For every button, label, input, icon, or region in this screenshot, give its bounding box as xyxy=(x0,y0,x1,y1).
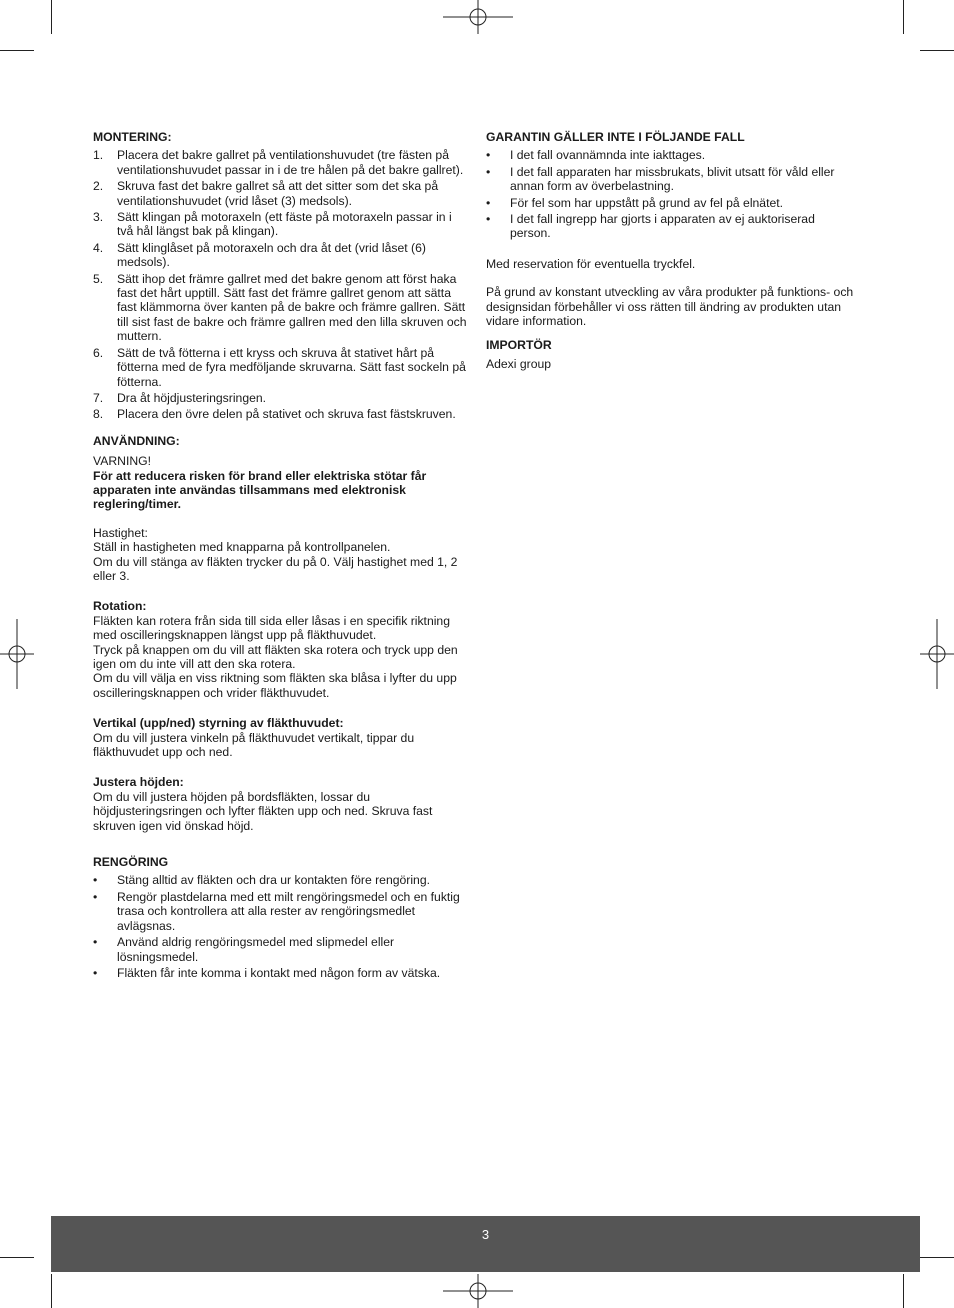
crop-mark xyxy=(903,1274,904,1308)
importor-name: Adexi group xyxy=(486,356,552,371)
rotation-title: Rotation: xyxy=(93,599,147,614)
crop-mark xyxy=(920,1257,954,1258)
vertikal-text: Om du vill justera vinkeln på fläkthuvudet vertikalt, tippar du fläkthuvudet upp och ned. xyxy=(93,730,415,760)
list-item: • Fläkten får inte komma i kontakt med någon form av vätska. xyxy=(93,965,441,980)
page-number: 3 xyxy=(481,1227,490,1242)
hojd-text: Om du vill justera höjden på bordsfläkten, lossar du höjdjusteringsringen och lyfter fläkten upp och ned. Skruva fast skruven igen vid önskad höjd. xyxy=(93,789,433,833)
registration-mark-icon xyxy=(920,619,954,689)
list-item: 7. Dra åt höjdjusteringsringen. xyxy=(93,390,267,405)
crop-mark xyxy=(920,50,954,51)
list-item: 3. Sätt klingan på motoraxeln (ett fäste på motoraxeln passar in i två hål längst bak på klingan). xyxy=(93,210,452,239)
crop-mark xyxy=(51,1274,52,1308)
varning-text: För att reducera risken för brand eller elektriska stötar får apparaten inte användas tillsammans med elektronisk reglering/timer. xyxy=(93,468,427,512)
montering-heading: MONTERING: xyxy=(93,130,172,144)
list-item: • Stäng alltid av fläkten och dra ur kontakten före rengöring. xyxy=(93,873,431,888)
list-item: • I det fall apparaten har missbrukats, blivit utsatt för våld eller annan form av överbelastning. xyxy=(486,164,835,194)
crop-mark xyxy=(0,1257,34,1258)
reservation-text: Med reservation för eventuella tryckfel. xyxy=(486,256,696,271)
list-item: 5. Sätt ihop det främre gallret med det bakre genom att först haka fast det hårt upptill. Sätt fast det främre gallret genom att sätta fast klämmorna över kanten på de bakre och främre gallren. Sätt till sist fast de bakre och främre gallren med den lilla skruven och muttern. xyxy=(93,271,467,344)
list-item: • För fel som har uppstått på grund av fel på elnätet. xyxy=(486,195,784,210)
registration-mark-icon xyxy=(0,619,34,689)
left-column xyxy=(93,130,469,982)
list-item: • I det fall ingrepp har gjorts i apparaten av ej auktoriserad person. xyxy=(486,212,815,241)
list-item: • I det fall ovannämnda inte iakttages. xyxy=(486,148,706,163)
footer-bar xyxy=(51,1216,920,1272)
list-item: • Rengör plastdelarna med ett milt rengöringsmedel och en fuktig trasa och kontrollera att alla rester av rengöringsmedlet avlägsnas. xyxy=(93,889,460,933)
garanti-heading: GARANTIN GÄLLER INTE I FÖLJANDE FALL xyxy=(486,130,745,144)
hastighet-line: Om du vill stänga av fläkten trycker du på 0. Välj hastighet med 1, 2 eller 3. xyxy=(93,554,458,583)
list-item: • Använd aldrig rengöringsmedel med slipmedel eller lösningsmedel. xyxy=(93,935,395,964)
list-item: 6. Sätt de två fötterna i ett kryss och skruva åt stativet hårt på fötterna med de fyra medföljande skruvarna. Sätt fast sockeln på fötterna. xyxy=(93,345,466,389)
rotation-line: Om du vill välja en viss riktning som fläkten ska blåsa i lyfter du upp oscilleringsknappen och vrider fläkthuvudet. xyxy=(93,671,457,700)
list-item: 4. Sätt klinglåset på motoraxeln och dra åt det (vrid låset (6) medsols). xyxy=(93,240,426,270)
hastighet-title: Hastighet: xyxy=(93,525,148,540)
rengoring-heading: RENGÖRING xyxy=(93,855,169,870)
list-item: 1. Placera det bakre gallret på ventilationshuvudet (tre fästen på ventilationshuvudet passar in i de tre hålen på det bakre gallret). xyxy=(93,148,464,177)
varning-label: VARNING! xyxy=(93,454,152,469)
hojd-title: Justera höjden: xyxy=(93,775,184,790)
rotation-line: Fläkten kan rotera från sida till sida eller låsas i en specifik riktning med oscilleringsknappen längst upp på fläkthuvudet. xyxy=(93,613,450,643)
list-item: 2. Skruva fast det bakre gallret så att det sitter som det ska på ventilationshuvudet (vrid låset (3) medsols). xyxy=(93,179,439,208)
garanti-list xyxy=(486,148,858,240)
anvandning-heading: ANVÄNDNING: xyxy=(93,433,180,448)
crop-mark xyxy=(903,0,904,34)
crop-mark xyxy=(51,0,52,34)
rengoring-list xyxy=(93,873,469,980)
registration-mark-icon xyxy=(443,1274,513,1308)
crop-mark xyxy=(0,50,34,51)
vertikal-title: Vertikal (upp/ned) styrning av fläkthuvudet: xyxy=(93,716,344,731)
montering-steps xyxy=(93,148,469,421)
hastighet-line: Ställ in hastigheten med knapparna på kontrollpanelen. xyxy=(93,540,391,555)
registration-mark-icon xyxy=(443,0,513,36)
rotation-line: Tryck på knappen om du vill att fläkten ska rotera och tryck upp den igen om du inte vill att den ska rotera. xyxy=(93,642,458,671)
utveckling-text: På grund av konstant utveckling av våra produkter på funktions- och designsidan förbehåller vi oss rätten till ändring av produkten utan vidare information. xyxy=(486,285,854,329)
importor-heading: IMPORTÖR xyxy=(486,338,552,353)
list-item: 8. Placera den övre delen på stativet och skruva fast fästskruven. xyxy=(93,407,456,422)
right-column xyxy=(486,130,858,371)
